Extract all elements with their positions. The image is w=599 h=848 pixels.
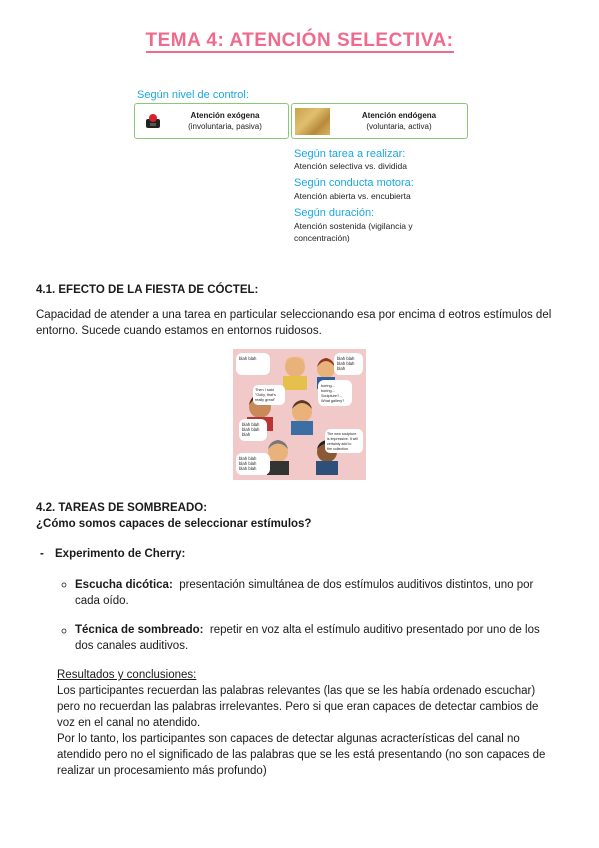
svg-text:What gallery?: What gallery? xyxy=(321,399,345,403)
svg-text:blah: blah xyxy=(337,366,346,371)
duracion-text-1: Atención sostenida (vigilancia y xyxy=(294,221,413,231)
tarea-text: Atención selectiva vs. dividida xyxy=(294,161,407,171)
svg-text:boring...: boring... xyxy=(321,389,335,393)
bullet-circle-icon xyxy=(61,582,67,588)
person-4 xyxy=(291,400,313,435)
svg-text:Sculpture?...: Sculpture?... xyxy=(321,394,343,398)
svg-text:the collection.: the collection. xyxy=(327,447,349,451)
duracion-text-2: concentración) xyxy=(294,233,350,243)
speech-bubble-4 xyxy=(318,380,352,406)
endogena-box xyxy=(291,103,468,139)
item2-term: Técnica de sombreado: xyxy=(75,624,204,636)
results-line-5: atendido pero no el significado de las palabras que se les está presentando (no son capaces de xyxy=(57,749,546,761)
svg-text:is impressive. It will: is impressive. It will xyxy=(327,437,358,441)
speech-bubble-1 xyxy=(236,353,270,375)
item1-line-1 xyxy=(75,577,533,593)
results-line-3: voz en el canal no atendido. xyxy=(57,717,201,729)
results-line-6: realizar un procesamiento más profundo) xyxy=(57,765,267,777)
svg-text:blah blah: blah blah xyxy=(239,461,257,466)
motora-label: Según conducta motora: xyxy=(294,177,414,189)
section-heading-4-1: 4.1. EFECTO DE LA FIESTA DE CÓCTEL: xyxy=(36,284,259,296)
results-line-1: Los participantes recuerdan las palabras relevantes (las que se les había ordenado escuchar) xyxy=(57,685,536,697)
exogena-subtitle: (involuntaria, pasiva) xyxy=(188,122,262,131)
item2-line-2: dos canales auditivos. xyxy=(75,640,189,652)
item1-term: Escucha dicótica: xyxy=(75,579,173,591)
alarm-icon xyxy=(144,113,162,129)
svg-text:blah blah: blah blah xyxy=(337,356,355,361)
cocktail-party-illustration xyxy=(233,349,366,480)
section1-line-2: entorno. Sucede cuando estamos en entornos ruidosos. xyxy=(36,325,322,337)
endogena-title: Atención endógena xyxy=(361,111,437,120)
endogena-subtitle: (voluntaria, activa) xyxy=(366,122,432,131)
exogena-title: Atención exógena xyxy=(190,111,260,120)
item2-line-1 xyxy=(75,622,540,638)
section1-line-1: Capacidad de atender a una tarea en particular seleccionando esa por encima d eotros estímulos del xyxy=(36,309,552,321)
svg-text:The new sculpture: The new sculpture xyxy=(327,432,357,436)
results-line-4: Por lo tanto, los participantes son capaces de detectar algunas acracterísticas del canal no xyxy=(57,733,520,745)
speech-bubble-5 xyxy=(239,419,267,441)
page-title: TEMA 4: ATENCIÓN SELECTIVA: xyxy=(145,30,454,51)
person-5 xyxy=(267,440,289,475)
svg-text:blah blah: blah blah xyxy=(239,466,257,471)
texture-image xyxy=(295,108,330,135)
svg-text:blah blah: blah blah xyxy=(337,361,355,366)
bullet-circle-icon xyxy=(61,628,67,634)
svg-text:"Golly, that's: "Golly, that's xyxy=(255,393,276,397)
item1-text: presentación simultánea de dos estímulos auditivos distintos, uno por xyxy=(179,579,534,591)
svg-text:boring...: boring... xyxy=(321,384,335,388)
results-line-2: pero no recuerdan las palabras irrelevantes. Pero si que eran capaces de detectar cambios de xyxy=(57,701,539,713)
svg-text:blah blah: blah blah xyxy=(242,427,260,432)
svg-text:Then I said: Then I said xyxy=(255,388,274,392)
section-heading-4-2: 4.2. TAREAS DE SOMBREADO: xyxy=(36,502,208,514)
list-dash: - xyxy=(40,548,44,560)
control-label: Según nivel de control: xyxy=(137,89,249,101)
section2-question: ¿Cómo somos capaces de seleccionar estímulos? xyxy=(36,518,312,530)
svg-text:really great": really great" xyxy=(255,398,276,402)
tarea-label: Según tarea a realizar: xyxy=(294,148,406,160)
svg-text:blah blah: blah blah xyxy=(239,356,257,361)
motora-text: Atención abierta vs. encubierta xyxy=(294,191,411,201)
svg-text:blah blah: blah blah xyxy=(239,456,257,461)
svg-text:blah: blah xyxy=(242,432,251,437)
item2-text: repetir en voz alta el estímulo auditivo presentado por uno de los xyxy=(209,624,540,636)
duracion-label: Según duración: xyxy=(294,207,375,219)
experiment-title: Experimento de Cherry: xyxy=(55,548,186,560)
speech-bubble-6 xyxy=(325,429,363,453)
results-heading: Resultados y conclusiones: xyxy=(57,669,197,681)
svg-text:blah blah: blah blah xyxy=(242,422,260,427)
item1-line-2: cada oído. xyxy=(75,595,129,607)
exogena-box xyxy=(134,103,289,139)
speech-bubble-3 xyxy=(253,385,285,405)
svg-text:certainly add to: certainly add to xyxy=(327,442,352,446)
speech-bubble-2 xyxy=(334,353,363,375)
speech-bubble-7 xyxy=(236,453,270,475)
